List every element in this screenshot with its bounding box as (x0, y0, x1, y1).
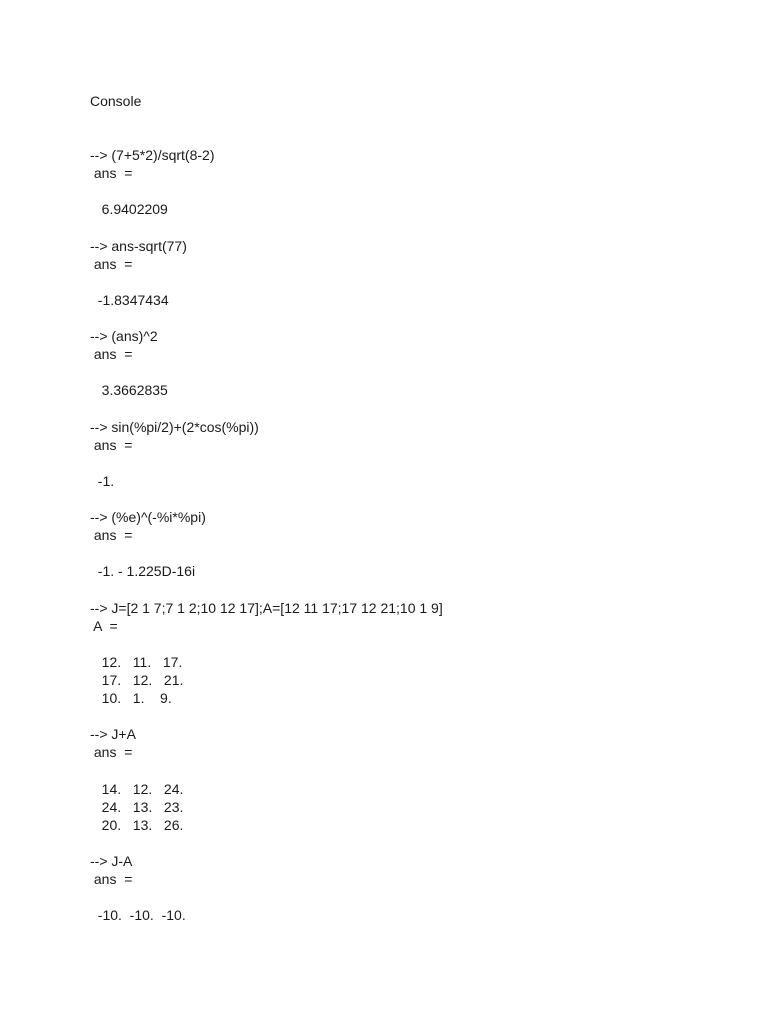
console-result-label: ans = (90, 527, 133, 543)
console-command: --> J-A (90, 853, 133, 869)
console-result-label: ans = (90, 165, 133, 181)
console-result-value: 20. 13. 26. (90, 817, 184, 833)
console-result-label: ans = (90, 256, 133, 272)
console-result-label: ans = (90, 871, 133, 887)
console-result-label: ans = (90, 346, 133, 362)
console-command: --> sin(%pi/2)+(2*cos(%pi)) (90, 419, 259, 435)
console-result-value: -1.8347434 (90, 292, 169, 308)
console-result-value: 12. 11. 17. (90, 654, 183, 670)
console-result-value: 6.9402209 (90, 201, 168, 217)
console-result-value: -1. (90, 473, 115, 489)
page-title: Console (90, 93, 142, 109)
console-result-label: ans = (90, 744, 133, 760)
console-result-label: A = (90, 618, 118, 634)
console-result-value: -10. -10. -10. (90, 907, 186, 923)
console-command: --> J=[2 1 7;7 1 2;10 12 17];A=[12 11 17;17 12 21;10 1 9] (90, 600, 443, 616)
console-result-value: 24. 13. 23. (90, 799, 184, 815)
console-result-value: 17. 12. 21. (90, 672, 184, 688)
console-command: --> (ans)^2 (90, 328, 158, 344)
console-result-label: ans = (90, 437, 133, 453)
console-command: --> ans-sqrt(77) (90, 238, 187, 254)
console-result-value: 14. 12. 24. (90, 781, 184, 797)
console-result-value: 10. 1. 9. (90, 690, 172, 706)
console-result-value: 3.3662835 (90, 382, 168, 398)
console-command: --> (%e)^(-%i*%pi) (90, 509, 206, 525)
console-command: --> (7+5*2)/sqrt(8-2) (90, 147, 215, 163)
console-command: --> J+A (90, 726, 136, 742)
console-result-value: -1. - 1.225D-16i (90, 563, 196, 579)
